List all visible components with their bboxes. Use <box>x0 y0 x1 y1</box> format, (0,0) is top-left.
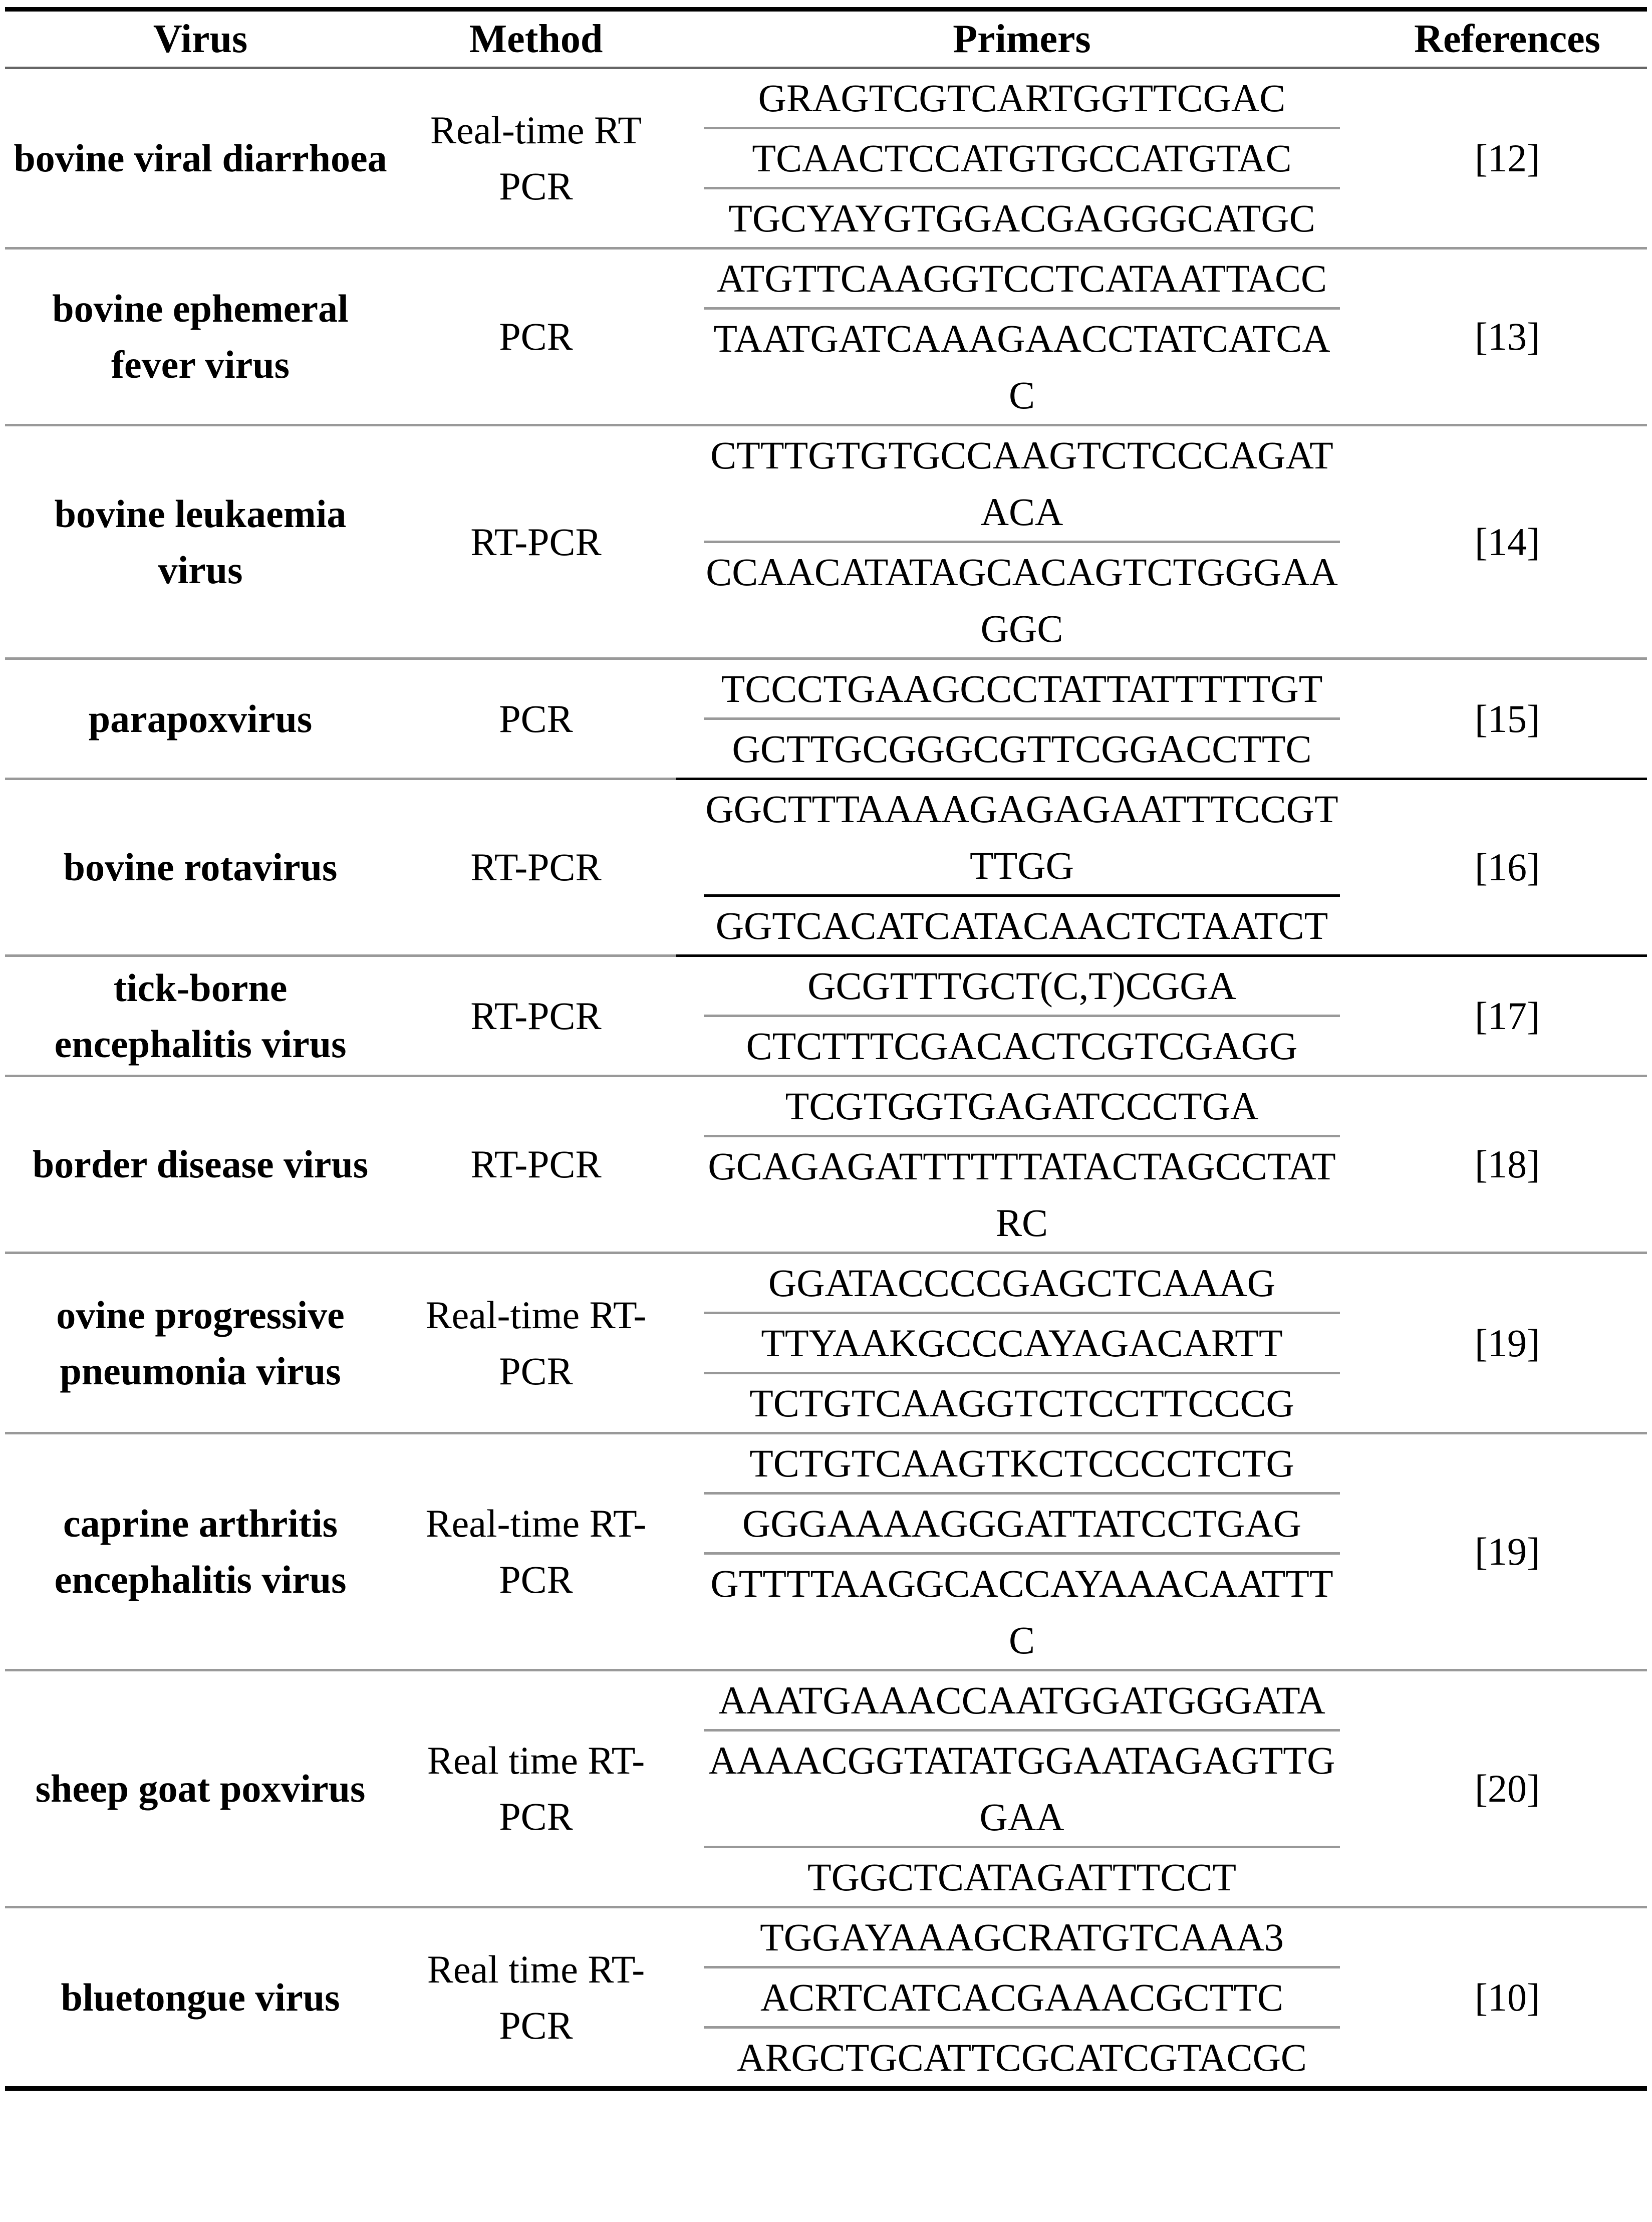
method: PCR <box>396 249 676 425</box>
virus-name: bovine ephemeral fever virus <box>5 249 396 425</box>
primer-sequence: GGTCACATCATACAACTCTAATCT <box>704 894 1340 954</box>
primer-sequence: CTCTTTCGACACTCGTCGAGG <box>704 1015 1340 1075</box>
primers-cell <box>676 425 1367 659</box>
header-primers: Primers <box>676 10 1367 68</box>
reference: [19] <box>1367 1253 1647 1433</box>
primer-sequence: GRAGTCGTCARTGGTTCGAC <box>758 76 1286 120</box>
primer-sequence: TAATGATCAAAGAACCTATCATCAC <box>704 307 1340 424</box>
primer-sequence: TCTGTCAAGGTCTCCTTCCCG <box>704 1372 1340 1432</box>
reference: [14] <box>1367 425 1647 659</box>
method: Real-time RT-PCR <box>396 1253 676 1433</box>
table-row <box>5 1253 1647 1433</box>
method: RT-PCR <box>396 956 676 1076</box>
table-row <box>5 659 1647 779</box>
reference: [19] <box>1367 1433 1647 1670</box>
primers-cell <box>676 249 1367 425</box>
primer-sequence: TGGAYAAAGCRATGTCAAA3 <box>760 1915 1284 1959</box>
primer-sequence: TGCYAYGTGGACGAGGGCATGC <box>704 187 1340 247</box>
method: Real-time RT PCR <box>396 68 676 249</box>
method: RT-PCR <box>396 779 676 956</box>
method: PCR <box>396 659 676 779</box>
reference: [16] <box>1367 779 1647 956</box>
primer-sequence: GTTTTAAGGCACCAYAAACAATTTC <box>704 1552 1340 1669</box>
table-row <box>5 425 1647 659</box>
primer-sequence: GGGAAAAGGGATTATCCTGAG <box>704 1492 1340 1552</box>
primers-cell <box>676 1076 1367 1253</box>
primers-table <box>5 7 1647 2091</box>
table-row <box>5 1433 1647 1670</box>
method: RT-PCR <box>396 425 676 659</box>
primer-sequence: TTYAAKGCCCAYAGACARTT <box>704 1312 1340 1372</box>
primer-sequence: AAATGAAACCAATGGATGGGATA <box>718 1678 1325 1722</box>
primer-sequence: GGCTTTAAAAGAGAGAATTTCCGTTTGG <box>705 787 1338 887</box>
primer-sequence: TCAACTCCATGTGCCATGTAC <box>704 127 1340 187</box>
virus-name: bovine rotavirus <box>5 779 396 956</box>
reference: [17] <box>1367 956 1647 1076</box>
virus-name: ovine progressive pneumonia virus <box>5 1253 396 1433</box>
primers-cell <box>676 1433 1367 1670</box>
method: Real time RT-PCR <box>427 1947 645 2047</box>
virus-name: bovine viral diarrhoea <box>5 68 396 249</box>
header-row <box>5 10 1647 68</box>
primer-sequence: ACRTCATCACGAAACGCTTC <box>704 1966 1340 2026</box>
reference: [18] <box>1367 1076 1647 1253</box>
primer-sequence: GCGTTTGCT(C,T)CGGA <box>807 964 1236 1008</box>
table-row <box>5 1670 1647 1907</box>
primers-cell <box>676 659 1367 779</box>
primers-cell <box>676 779 1367 956</box>
primer-sequence: AAAACGGTATATGGAATAGAGTTGGAA <box>704 1729 1340 1846</box>
table-row <box>5 68 1647 249</box>
method: Real time RT-PCR <box>396 1670 676 1907</box>
reference: [10] <box>1475 1975 1540 2019</box>
primers-cell <box>676 1907 1367 2089</box>
primer-sequence: GGATACCCCGAGCTCAAAG <box>768 1261 1276 1305</box>
virus-name: parapoxvirus <box>5 659 396 779</box>
table-row <box>5 1076 1647 1253</box>
table-row <box>5 249 1647 425</box>
primer-sequence: TCGTGGTGAGATCCCTGA <box>785 1084 1259 1128</box>
primer-sequence: TCCCTGAAGCCCTATTATTTTTGT <box>721 667 1323 710</box>
table-row <box>5 1907 1647 2089</box>
primers-cell <box>676 1670 1367 1907</box>
primers-cell <box>676 956 1367 1076</box>
method: Real-time RT-PCR <box>396 1433 676 1670</box>
reference: [20] <box>1367 1670 1647 1907</box>
primer-sequence: TCTGTCAAGTKCTCCCCTCTG <box>749 1441 1294 1485</box>
virus-name: border disease virus <box>5 1076 396 1253</box>
primers-cell <box>676 68 1367 249</box>
header-virus: Virus <box>5 10 396 68</box>
primer-sequence: CCAACATATAGCACAGTCTGGGAAGGC <box>704 541 1340 657</box>
table-row <box>5 956 1647 1076</box>
header-method: Method <box>396 10 676 68</box>
reference: [15] <box>1367 659 1647 779</box>
virus-name: sheep goat poxvirus <box>5 1670 396 1907</box>
table-row <box>5 779 1647 956</box>
virus-name: bovine leukaemia virus <box>5 425 396 659</box>
primer-sequence: ATGTTCAAGGTCCTCATAATTACC <box>716 257 1327 300</box>
primer-sequence: CTTTGTGTGCCAAGTCTCCCAGATACA <box>710 433 1333 534</box>
primer-sequence: ARGCTGCATTCGCATCGTACGC <box>704 2026 1340 2086</box>
reference: [12] <box>1367 68 1647 249</box>
primer-sequence: TGGCTCATAGATTTCCT <box>704 1846 1340 1906</box>
reference: [13] <box>1367 249 1647 425</box>
header-references: References <box>1367 10 1647 68</box>
primers-cell <box>676 1253 1367 1433</box>
primer-sequence: GCAGAGATTTTTTATACTAGCCTATRC <box>704 1135 1340 1252</box>
virus-name: caprine arthritis encephalitis virus <box>5 1433 396 1670</box>
method: RT-PCR <box>396 1076 676 1253</box>
virus-name: tick-borne encephalitis virus <box>5 956 396 1076</box>
virus-name: bluetongue virus <box>61 1975 340 2019</box>
primer-sequence: GCTTGCGGGCGTTCGGACCTTC <box>704 717 1340 778</box>
